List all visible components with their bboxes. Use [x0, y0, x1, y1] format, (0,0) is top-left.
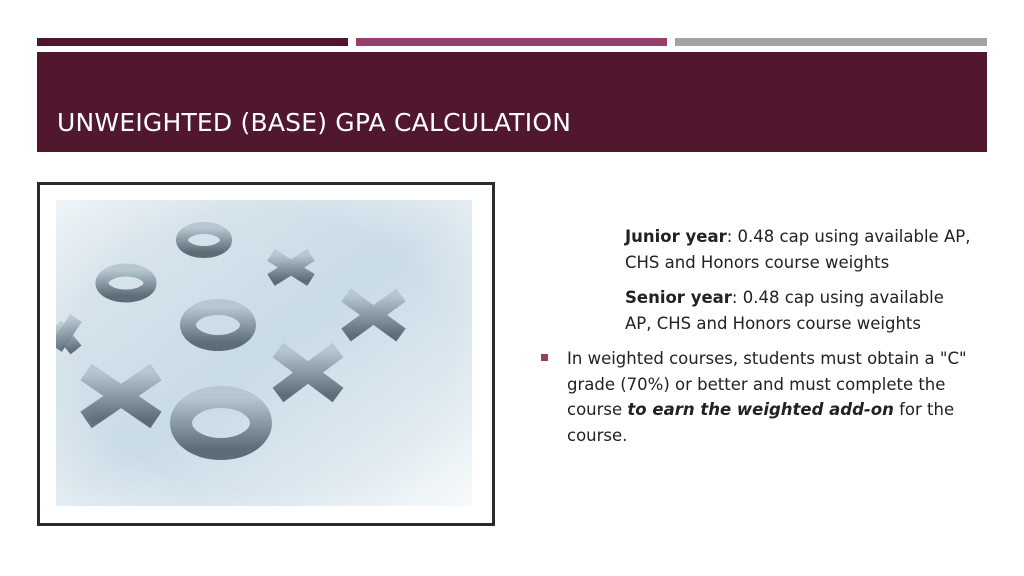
item-label: Senior year — [625, 288, 732, 307]
bullet-text: In weighted courses, students must obtain a "C" grade (70%) or better and must complete the course — [567, 349, 967, 419]
accent-bar-dark — [37, 38, 348, 46]
bullet-emphasis: to earn the weighted add-on — [627, 400, 894, 419]
photo-frame — [37, 182, 495, 526]
title-band — [37, 52, 987, 152]
item-text: : 0.48 cap using available AP, CHS and Honors course weights — [625, 227, 971, 272]
square-bullet-icon — [541, 354, 548, 361]
item-label: Junior year — [625, 227, 727, 246]
list-item — [625, 285, 975, 336]
content-area — [535, 224, 975, 448]
bullet-text-end: for the course. — [567, 400, 955, 445]
list-item — [625, 224, 975, 275]
bullet-item — [535, 346, 975, 448]
item-text: : 0.48 cap using available AP, CHS and Honors course weights — [625, 288, 944, 333]
slide-title: UNWEIGHTED (BASE) GPA CALCULATION — [57, 108, 572, 137]
accent-bar-gray — [675, 38, 987, 46]
accent-bar-magenta — [356, 38, 667, 46]
tic-tac-toe-image — [56, 200, 472, 506]
